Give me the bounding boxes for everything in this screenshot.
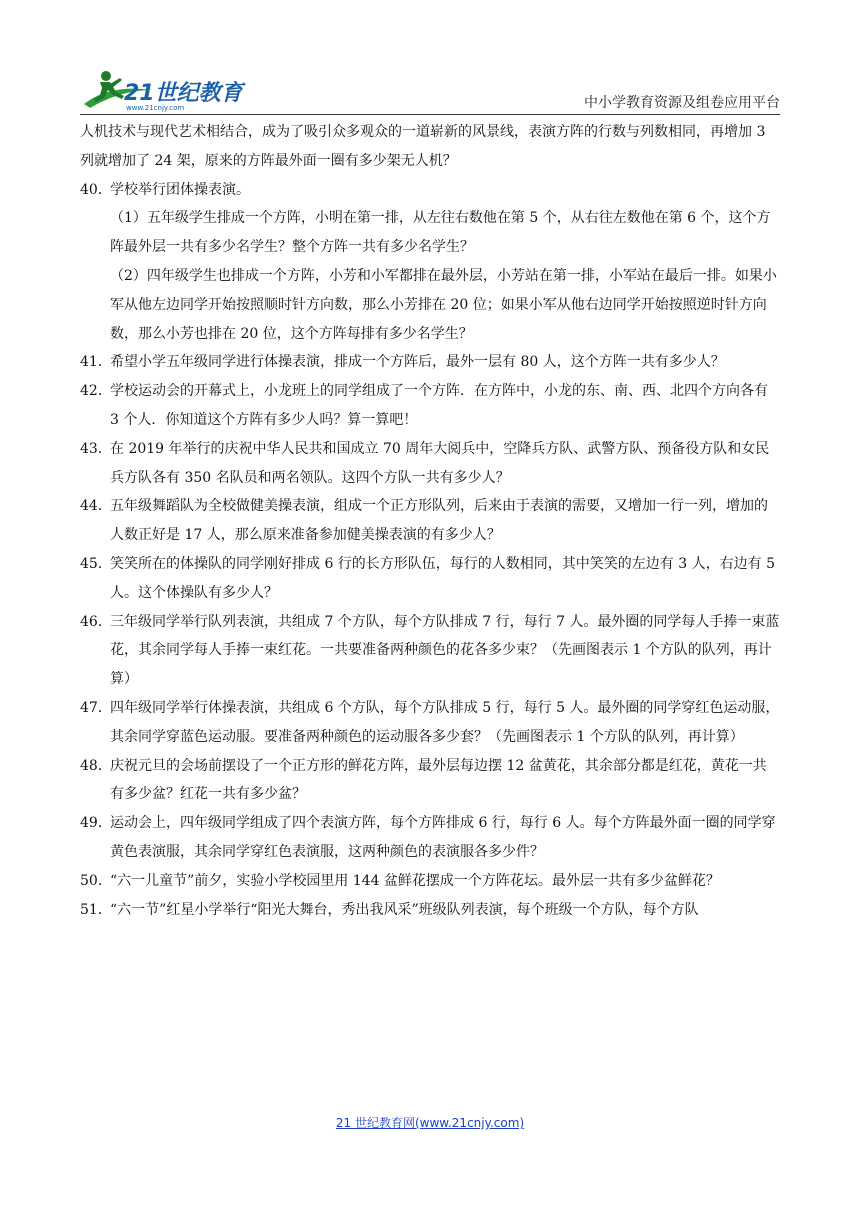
question-text: 学校举行团体操表演。 xyxy=(110,181,250,198)
header-divider xyxy=(80,114,780,115)
question-50 xyxy=(80,867,780,896)
question-text: 四年级同学举行体操表演，共组成 6 个方队，每个方队排成 5 行，每行 5 人。最外圈的同学穿红色运动服，其余同学穿蓝色运动服。要准备两种颜色的运动服各多少套？（先画图表示 1 个方队的队列，再计算） xyxy=(110,699,780,745)
svg-text:www.21cnjy.com: www.21cnjy.com xyxy=(126,104,185,112)
question-text: 庆祝元旦的会场前摆设了一个正方形的鲜花方阵，最外层每边摆 12 盆黄花，其余部分都是红花，黄花一共有多少盆？红花一共有多少盆？ xyxy=(110,757,767,803)
question-number: 44． xyxy=(80,498,112,515)
question-40-part-1 xyxy=(80,204,780,262)
question-text: 笑笑所在的体操队的同学刚好排成 6 行的长方形队伍，每行的人数相同，其中笑笑的左边有 3 人，右边有 5 人。这个体操队有多少人？ xyxy=(110,555,775,601)
question-39-continuation: 人机技术与现代艺术相结合，成为了吸引众多观众的一道崭新的风景线，表演方阵的行数与列数相同，再增加 3 列就增加了 24 架，原来的方阵最外面一圈有多少架无人机？ xyxy=(80,124,766,169)
page-header xyxy=(0,0,860,120)
question-number: 42． xyxy=(80,383,112,400)
question-number: 47． xyxy=(80,699,112,716)
question-text: “六一儿童节”前夕，实验小学校园里用 144 盆鲜花摆成一个方阵花坛。最外层一共有多少盆鲜花？ xyxy=(110,872,720,889)
runner-logo-icon xyxy=(80,66,250,112)
question-51 xyxy=(80,896,780,925)
question-48 xyxy=(80,752,780,810)
question-text: （2）四年级学生也排成一个方阵，小芳和小军都排在最外层，小芳站在第一排，小军站在最后一排。如果小军从他左边同学开始按照顺时针方向数，那么小芳排在 20 位；如果小军从他右边同学开始按照逆时针方向数，那么小芳也排在 20 位，这个方阵每排有多少名学生？ xyxy=(110,267,777,342)
footer-link[interactable]: 21 世纪教育网(www.21cnjy.com) xyxy=(335,1116,525,1130)
question-number: 48． xyxy=(80,757,112,774)
question-text: “六一节”红星小学举行“阳光大舞台，秀出我风采”班级队列表演，每个班级一个方队，每个方队 xyxy=(110,901,699,918)
question-number: 46． xyxy=(80,613,112,630)
question-40-part-2 xyxy=(80,262,780,348)
question-text: 三年级同学举行队列表演，共组成 7 个方队，每个方队排成 7 行，每行 7 人。最外圈的同学每人手捧一束蓝花，其余同学每人手捧一束红花。一共要准备两种颜色的花各多少束？（先画图表示 1 个方队的队列，再计算） xyxy=(110,613,780,688)
question-text: 五年级舞蹈队为全校做健美操表演，组成一个正方形队列，后来由于表演的需要，又增加一行一列，增加的人数正好是 17 人，那么原来准备参加健美操表演的有多少人？ xyxy=(110,498,768,544)
question-43 xyxy=(80,435,780,493)
svg-text:21世纪教育: 21世纪教育 xyxy=(124,81,243,106)
question-41 xyxy=(80,348,780,377)
question-45 xyxy=(80,550,780,608)
question-46 xyxy=(80,608,780,694)
question-list xyxy=(80,118,780,924)
question-40 xyxy=(80,176,780,205)
question-text: 希望小学五年级同学进行体操表演，排成一个方阵后，最外一层有 80 人，这个方阵一共有多少人？ xyxy=(110,354,725,371)
question-49 xyxy=(80,809,780,867)
question-number: 41． xyxy=(80,354,112,371)
question-number: 40． xyxy=(80,181,112,198)
question-text: 学校运动会的开幕式上，小龙班上的同学组成了一个方阵．在方阵中，小龙的东、南、西、北四个方向各有 3 个人．你知道这个方阵有多少人吗？算一算吧！ xyxy=(110,383,768,428)
question-text: 在 2019 年举行的庆祝中华人民共和国成立 70 周年大阅兵中，空降兵方队、武警方队、预备役方队和女民兵方队各有 350 名队员和两名领队。这四个方队一共有多少人？ xyxy=(110,440,770,486)
platform-name: 中小学教育资源及组卷应用平台 xyxy=(584,95,780,111)
question-number: 43． xyxy=(80,440,112,457)
question-text: （1）五年级学生排成一个方阵，小明在第一排，从左往右数他在第 5 个，从右往左数他在第 6 个，这个方阵最外层一共有多少名学生？整个方阵一共有多少名学生？ xyxy=(110,210,771,256)
question-number: 51． xyxy=(80,901,112,918)
question-number: 50． xyxy=(80,872,112,889)
site-logo xyxy=(80,66,250,112)
question-number: 45． xyxy=(80,555,112,572)
question-text: 运动会上，四年级同学组成了四个表演方阵，每个方阵排成 6 行，每行 6 人。每个方阵最外面一圈的同学穿黄色表演服，其余同学穿红色表演服，这两种颜色的表演服各多少件？ xyxy=(110,815,776,860)
question-number: 49． xyxy=(80,815,112,832)
question-47 xyxy=(80,694,780,752)
question-42 xyxy=(80,377,780,435)
question-44 xyxy=(80,492,780,550)
